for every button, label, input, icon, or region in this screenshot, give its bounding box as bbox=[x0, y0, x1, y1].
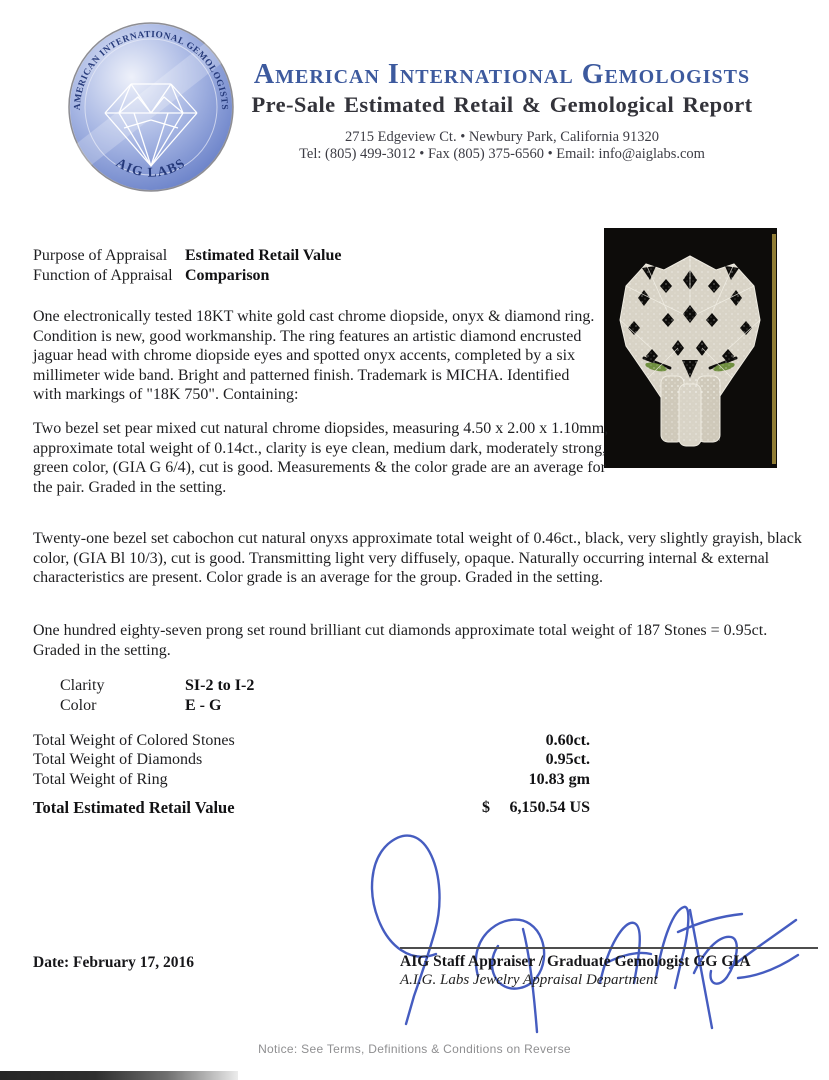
clarity-value: SI-2 to I-2 bbox=[185, 677, 255, 694]
seal-bottom-text: AIG LABS bbox=[113, 154, 189, 180]
appraisal-info bbox=[33, 246, 593, 285]
company-name: American International Gemologists bbox=[253, 59, 751, 90]
photo-edge-strip bbox=[772, 234, 776, 464]
ring-photo bbox=[604, 228, 777, 468]
signer-department: A.I.G. Labs Jewelry Appraisal Department bbox=[400, 972, 658, 988]
paragraph-onyxs: Twenty-one bezel set cabochon cut natural onyxs approximate total weight of 0.46ct., black, very slightly grayish, black color, (GIA Bl 10/3), cut is good. Transmitting light very diffusely, opaque. Naturally occurring internal & external characteristics are present. Color grade is an average for the group. Graded in the setting. bbox=[33, 530, 802, 586]
clarity-label: Clarity bbox=[60, 677, 105, 694]
total-retail-value-row bbox=[33, 798, 590, 818]
address-line-1: 2715 Edgeview Ct. • Newbury Park, California 91320 bbox=[345, 129, 659, 145]
paragraph-chrome-diopsides: Two bezel set pear mixed cut natural chrome diopsides, measuring 4.50 x 2.00 x 1.10mm, approximate total weight of 0.14ct., clarity is eye clean, medium dark, moderately strong, green color, (GIA G 6/4), cut is good. Measurements & the color grade are an average for the pair. Graded in the setting. bbox=[33, 420, 609, 496]
currency-symbol: $ bbox=[482, 799, 490, 816]
signature-ink bbox=[338, 816, 820, 1038]
total-ring-weight-label: Total Weight of Ring bbox=[33, 770, 168, 788]
totals-table bbox=[33, 731, 590, 789]
color-row bbox=[60, 696, 460, 716]
function-value: Comparison bbox=[185, 266, 270, 284]
purpose-row bbox=[33, 246, 593, 266]
signature-block bbox=[400, 947, 818, 990]
function-label: Function of Appraisal bbox=[33, 266, 173, 284]
table-row bbox=[33, 750, 590, 769]
report-date: Date: February 17, 2016 bbox=[33, 954, 194, 971]
total-colored-stones-label: Total Weight of Colored Stones bbox=[33, 732, 235, 749]
total-diamonds-label: Total Weight of Diamonds bbox=[33, 751, 203, 769]
retail-value-label: Total Estimated Retail Value bbox=[33, 798, 235, 817]
color-label: Color bbox=[60, 696, 97, 714]
total-colored-stones-value: 0.60ct. bbox=[545, 732, 590, 749]
footer-notice: Notice: See Terms, Definitions & Conditions on Reverse bbox=[258, 1042, 571, 1056]
signer-title: AIG Staff Appraiser / Graduate Gemologist GG GIA bbox=[400, 953, 751, 970]
diamond-grades bbox=[60, 676, 460, 715]
clarity-row bbox=[60, 676, 460, 696]
function-row bbox=[33, 266, 593, 286]
total-diamonds-value: 0.95ct. bbox=[545, 751, 590, 769]
purpose-label: Purpose of Appraisal bbox=[33, 247, 168, 264]
address-line-2: Tel: (805) 499-3012 • Fax (805) 375-6560 • Email: info@aiglabs.com bbox=[299, 145, 705, 162]
retail-value-amount: 6,150.54 US bbox=[509, 799, 590, 816]
paragraph-item-description: One electronically tested 18KT white gold cast chrome diopside, onyx & diamond ring. Condition is new, good workmanship. The ring features an artistic diamond encrusted jaguar head with chrome diopside eyes and spotted onyx accents, completed by a six millimeter wide band. Bright and patterned finish. Trademark is MICHA. Identified with markings of "18K 750". Containing: bbox=[33, 308, 595, 403]
total-ring-weight-value: 10.83 gm bbox=[528, 770, 590, 788]
header bbox=[232, 60, 772, 162]
paragraph-diamonds: One hundred eighty-seven prong set round brilliant cut diamonds approximate total weight of 187 Stones = 0.95ct. Graded in the setting. bbox=[33, 622, 768, 659]
scan-artifact-bar bbox=[0, 1071, 238, 1080]
purpose-value: Estimated Retail Value bbox=[185, 247, 342, 264]
color-value: E - G bbox=[185, 696, 222, 714]
aig-seal-logo bbox=[64, 20, 238, 194]
table-row bbox=[33, 731, 590, 750]
report-title: Pre-Sale Estimated Retail & Gemological Report bbox=[251, 92, 753, 117]
seal-arc-text: AMERICAN INTERNATIONAL GEMOLOGISTS bbox=[72, 29, 230, 111]
table-row bbox=[33, 770, 590, 789]
